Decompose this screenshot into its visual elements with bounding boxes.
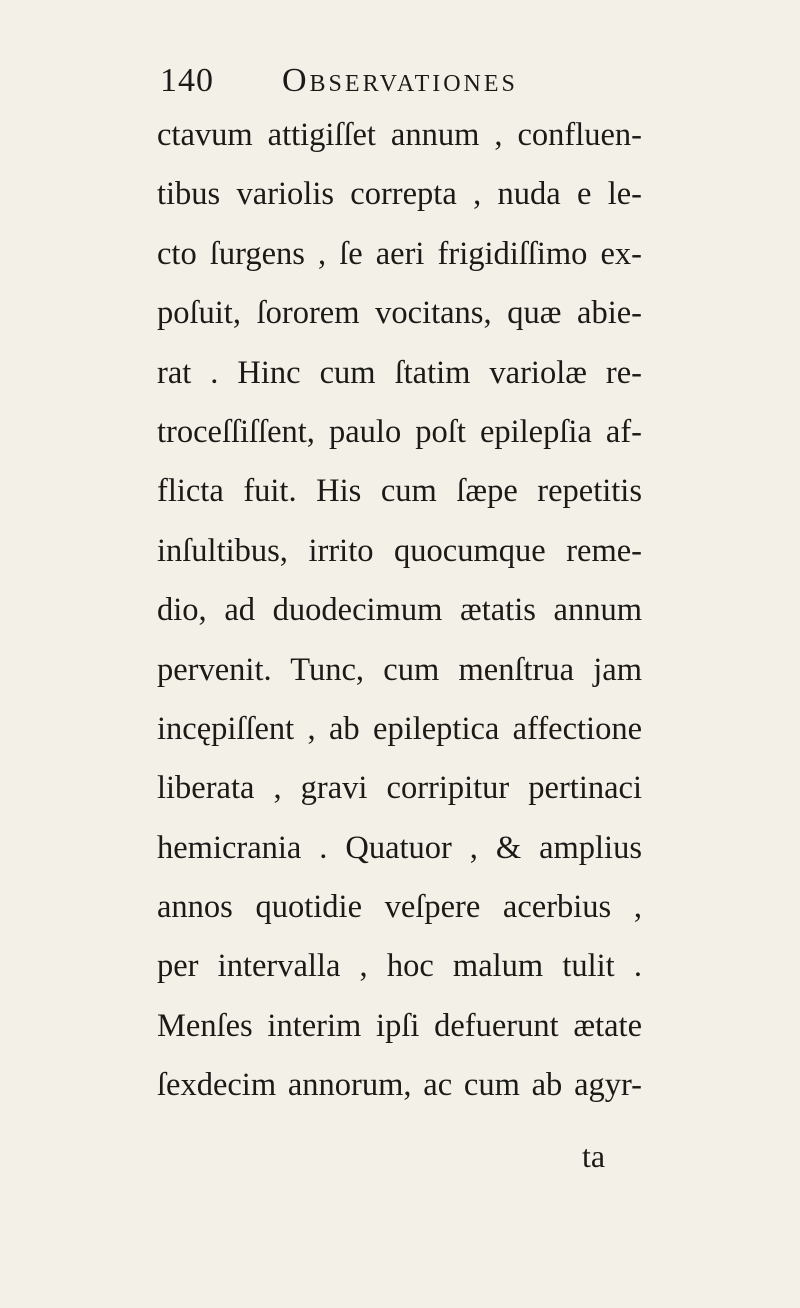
running-head	[160, 62, 640, 106]
text-line: Menſes interim ipſi defuerunt ætate	[157, 1007, 642, 1044]
text-line: incępiſſent , ab epileptica affectione	[157, 710, 642, 747]
text-line: per intervalla , hoc malum tulit .	[157, 948, 642, 985]
text-line: flicta fuit. His cum ſæpe repetitis	[157, 473, 642, 510]
body-text	[157, 106, 642, 1116]
text-line: troceſſiſſent, paulo poſt epilepſia af-	[157, 413, 642, 450]
text-line: ctavum attigiſſet annum , confluen-	[157, 117, 642, 153]
text-line: dio, ad duodecimum ætatis annum	[157, 592, 642, 629]
page-number: 140	[160, 62, 214, 99]
catchword: ta	[582, 1138, 606, 1174]
text-line: annos quotidie veſpere acerbius ,	[157, 889, 642, 926]
text-line: poſuit, ſororem vocitans, quæ abie-	[157, 295, 642, 332]
text-line: hemicrania . Quatuor , & amplius	[157, 829, 642, 866]
text-line: cto ſurgens , ſe aeri frigidiſſimo ex-	[157, 235, 642, 272]
text-line: ſexdecim annorum, ac cum ab agyr-	[157, 1067, 642, 1104]
text-line: pervenit. Tunc, cum menſtrua jam	[157, 651, 642, 688]
text-line: liberata , gravi corripitur pertinaci	[157, 770, 642, 807]
text-line: inſultibus, irrito quocumque reme-	[157, 532, 642, 569]
text-line: tibus variolis correpta , nuda e le-	[157, 176, 642, 213]
running-title: Observationes	[282, 62, 518, 99]
text-line: rat . Hinc cum ſtatim variolæ re-	[157, 354, 642, 391]
